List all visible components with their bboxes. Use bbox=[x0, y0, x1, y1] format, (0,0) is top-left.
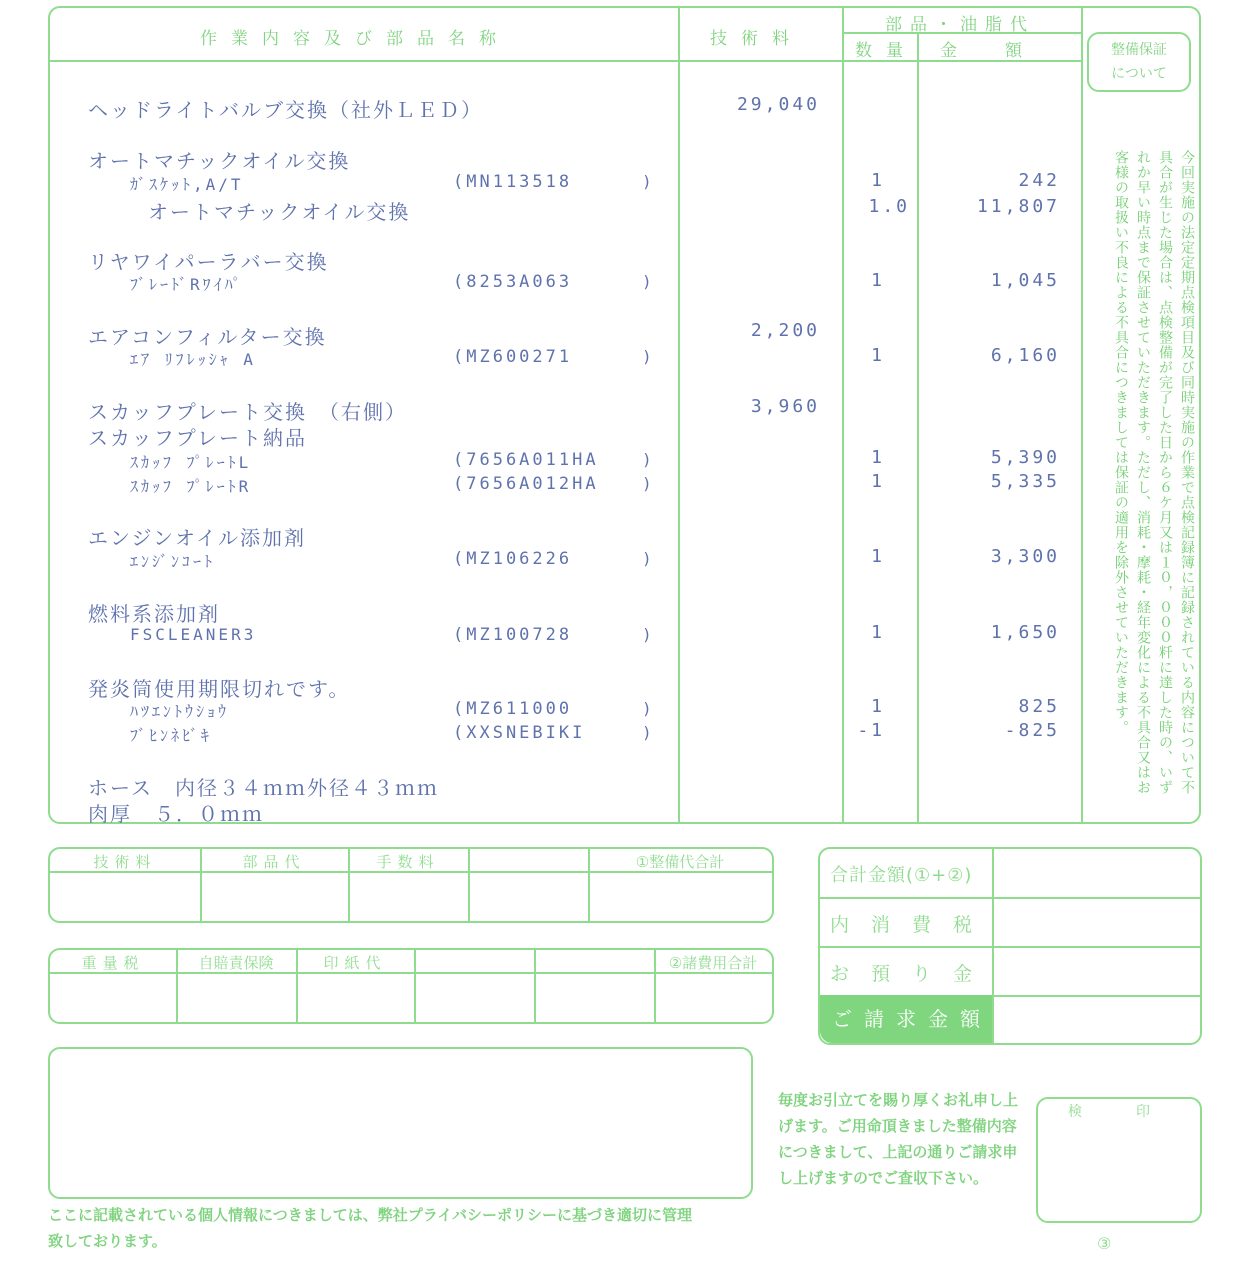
item-tech-fee: 3,960 bbox=[750, 396, 820, 417]
warranty-badge-line2: について bbox=[1111, 66, 1167, 82]
item-amount: 5,335 bbox=[990, 471, 1060, 492]
item-title: 肉厚 ５．０ｍｍ bbox=[88, 802, 264, 826]
weight-tax-label: 重量税 bbox=[81, 954, 145, 972]
deposit-label: お預り金 bbox=[830, 963, 995, 985]
grand-total-label: ご請求金額 bbox=[820, 995, 992, 1043]
item-qty: 1.0 bbox=[868, 196, 910, 217]
item-part-number: (MN113518 bbox=[453, 172, 573, 192]
fees-box bbox=[48, 847, 774, 923]
header-qty: 数量 bbox=[855, 41, 917, 61]
item-paren: ) bbox=[642, 347, 652, 366]
subtotal1-label: ①整備代合計 bbox=[635, 853, 725, 871]
summary-row-line bbox=[820, 897, 1200, 899]
item-title: スカッフプレート納品 bbox=[88, 426, 307, 450]
warranty-badge-line1: 整備保証 bbox=[1111, 42, 1167, 58]
item-paren: ) bbox=[642, 450, 652, 469]
fees-commission-label: 手数料 bbox=[376, 853, 440, 871]
summary-row-line bbox=[820, 946, 1200, 948]
item-paren: ) bbox=[642, 699, 652, 718]
item-paren: ) bbox=[642, 549, 652, 568]
item-part-number: (XXSNEBIKI bbox=[453, 723, 586, 743]
stamp-label: 印紙代 bbox=[323, 954, 387, 972]
item-part-name: ﾌﾞﾚｰﾄﾞRﾜｲﾊﾟ bbox=[130, 275, 244, 294]
item-amount: 1,045 bbox=[990, 270, 1060, 291]
item-title: エアコンフィルター交換 bbox=[88, 325, 327, 349]
item-paren: ) bbox=[642, 625, 652, 644]
fees-parts-label: 部品代 bbox=[242, 853, 306, 871]
item-title: リヤワイパーラバー交換 bbox=[88, 250, 329, 274]
item-amount: 3,300 bbox=[990, 546, 1060, 567]
item-paren: ) bbox=[642, 272, 652, 291]
item-part-name: ﾌﾞﾋﾝﾈﾋﾞｷ bbox=[130, 726, 213, 745]
item-amount: 825 bbox=[1018, 696, 1060, 717]
misc-fees-box bbox=[48, 948, 774, 1024]
item-qty: 1 bbox=[871, 345, 885, 366]
inspection-stamp-label: 検 印 bbox=[1068, 1104, 1170, 1120]
item-amount: 1,650 bbox=[990, 622, 1060, 643]
item-sub-title: オートマチックオイル交換 bbox=[148, 200, 411, 224]
item-title: 燃料系添加剤 bbox=[88, 602, 220, 626]
item-title: 発炎筒使用期限切れです。 bbox=[88, 677, 351, 701]
item-tech-fee: 29,040 bbox=[736, 94, 820, 115]
item-part-number: (MZ611000 bbox=[453, 699, 573, 719]
item-part-name: ｶﾞｽｹｯﾄ,A/T bbox=[130, 175, 244, 194]
item-part-name: ｴﾝｼﾞﾝｺｰﾄ bbox=[130, 552, 216, 571]
item-part-name: ｽｶｯﾌ ﾌﾟﾚｰﾄL bbox=[130, 453, 252, 472]
item-qty: 1 bbox=[871, 447, 885, 468]
item-qty: 1 bbox=[871, 622, 885, 643]
misc-divider bbox=[534, 950, 536, 1022]
subtotal2-label: ②諸費用合計 bbox=[668, 954, 758, 972]
item-paren: ) bbox=[642, 172, 652, 191]
item-part-number: (7656A011HA bbox=[453, 450, 599, 470]
circle-number-3: ③ bbox=[1097, 1234, 1112, 1253]
item-amount: 242 bbox=[1018, 170, 1060, 191]
header-parts-group: 部品・油脂代 bbox=[885, 15, 1035, 35]
divider-qty-amount bbox=[917, 34, 919, 822]
item-title: スカッフプレート交換 （右側） bbox=[88, 400, 407, 424]
inspection-stamp-box bbox=[1036, 1097, 1202, 1223]
total-label: 合計金額(①+②) bbox=[830, 865, 973, 886]
item-qty: -1 bbox=[857, 720, 885, 741]
item-title: オートマチックオイル交換 bbox=[88, 149, 351, 173]
header-work: 作業内容及び部品名称 bbox=[200, 29, 510, 49]
item-paren: ) bbox=[642, 474, 652, 493]
privacy-note: ここに記載されている個人情報につきましては、弊社プライバシーポリシーに基づき適切に管理致しております。 bbox=[48, 1206, 692, 1250]
item-part-number: (MZ106226 bbox=[453, 549, 573, 569]
item-tech-fee: 2,200 bbox=[750, 320, 820, 341]
item-part-number: (7656A012HA bbox=[453, 474, 599, 494]
item-title: ヘッドライトバルブ交換（社外ＬＥＤ） bbox=[88, 98, 483, 122]
thanks-message: 毎度お引立てを賜り厚くお礼申し上げます。ご用命頂きました整備内容につきまして、上記の通りご請求申し上げますのでご査収下さい。 bbox=[778, 1091, 1019, 1187]
item-qty: 1 bbox=[871, 696, 885, 717]
item-part-name: FSCLEANER3 bbox=[130, 625, 257, 644]
warranty-badge[interactable] bbox=[1087, 32, 1191, 92]
item-amount: 11,807 bbox=[976, 196, 1060, 217]
fees-divider bbox=[468, 849, 470, 921]
item-part-name: ﾊﾂｴﾝﾄｳｼｮｳ bbox=[130, 702, 230, 721]
header-tech: 技術料 bbox=[710, 29, 803, 49]
item-part-number: (MZ100728 bbox=[453, 625, 573, 645]
item-qty: 1 bbox=[871, 170, 885, 191]
item-amount: 5,390 bbox=[990, 447, 1060, 468]
header-amount: 金額 bbox=[940, 41, 1070, 61]
item-part-number: (8253A063 bbox=[453, 272, 573, 292]
misc-divider bbox=[414, 950, 416, 1022]
fees-tech-label: 技術料 bbox=[93, 853, 157, 871]
item-amount: 6,160 bbox=[990, 345, 1060, 366]
item-paren: ) bbox=[642, 723, 652, 742]
divider-work-tech bbox=[678, 8, 680, 822]
item-amount: -825 bbox=[1004, 720, 1060, 741]
divider-amount-warranty bbox=[1081, 8, 1083, 822]
insurance-label: 自賠責保険 bbox=[198, 954, 274, 972]
item-title: エンジンオイル添加剤 bbox=[88, 526, 306, 550]
item-qty: 1 bbox=[871, 471, 885, 492]
item-qty: 1 bbox=[871, 546, 885, 567]
remarks-box[interactable] bbox=[48, 1047, 753, 1199]
summary-box bbox=[818, 847, 1202, 1045]
tax-label: 内消費税 bbox=[830, 914, 995, 936]
item-part-name: ｽｶｯﾌ ﾌﾟﾚｰﾄR bbox=[130, 477, 252, 496]
header-bottom-line bbox=[50, 60, 1081, 62]
item-title: ホース 内径３４ｍｍ外径４３ｍｍ bbox=[88, 776, 439, 800]
item-part-name: ｴｱ ﾘﾌﾚｯｼｬ A bbox=[130, 350, 256, 369]
item-part-number: (MZ600271 bbox=[453, 347, 573, 367]
warranty-note: 今回実施の法定定期点検項目及び同時実施の作業で点検記録簿に記録されている内容について不具合が生じた場合は、点検整備が完了した日から６ケ月又は１０，０００粁に達した時の、いずれか早い時点まで保証させていただきます。ただし、消耗・摩耗・経年変化による不具合又はお客様の取扱い不良による不具合につきましては保証の適用を除外させていただきます。 bbox=[1113, 150, 1195, 795]
item-qty: 1 bbox=[871, 270, 885, 291]
